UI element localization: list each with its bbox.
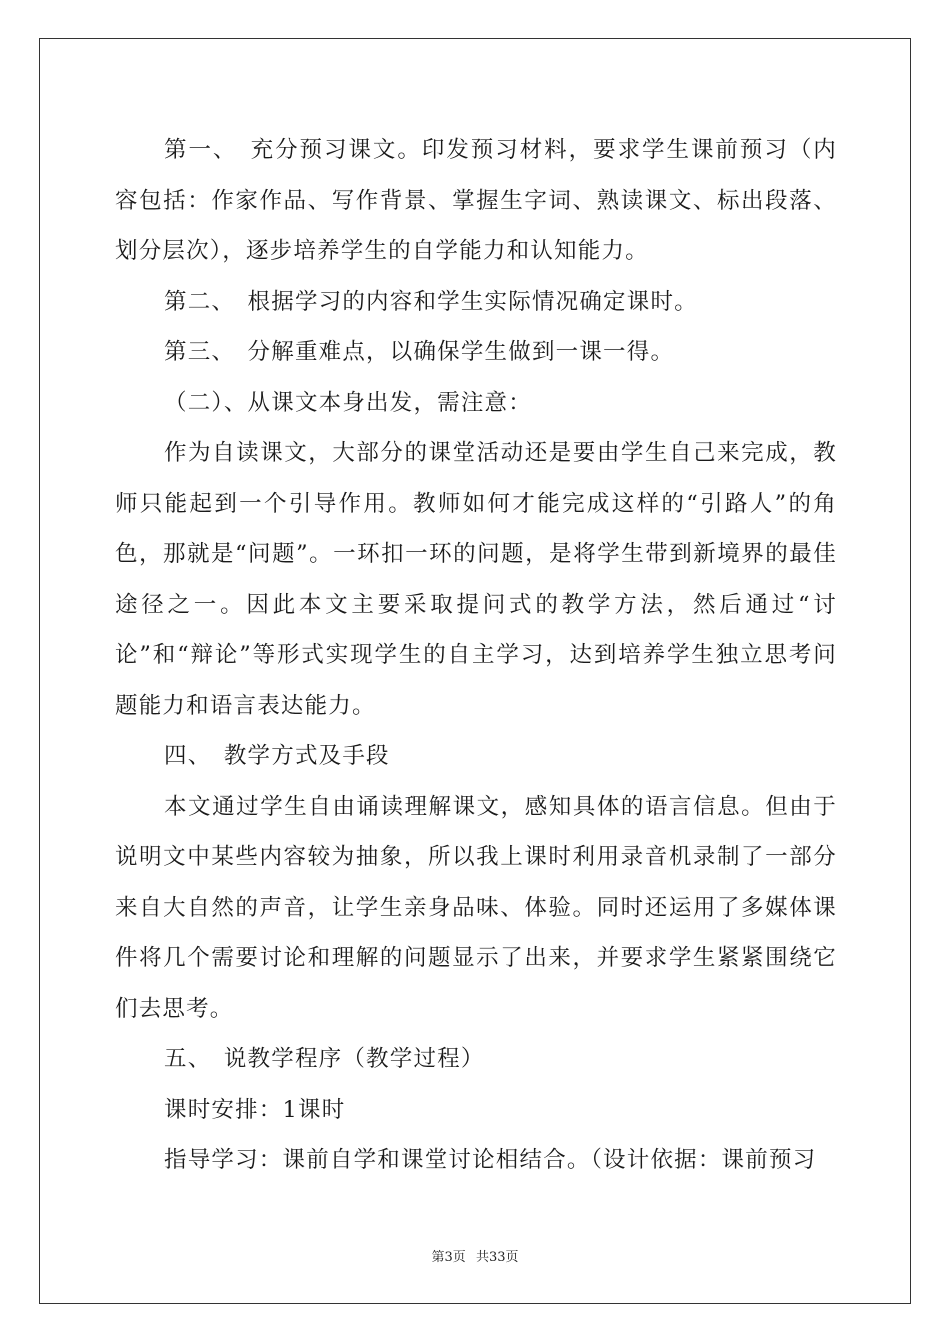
paragraph-preview-step-1: 第一、 充分预习课文。印发预习材料，要求学生课前预习（内容包括：作家作品、写作背景、掌握生字词、熟读课文、标出段落、划分层次），逐步培养学生的自学能力和认知能力。 [115,137,837,264]
page-footer [0,1246,950,1265]
document-body [115,125,837,1186]
paragraph-preview-step-3: 第三、 分解重难点，以确保学生做到一课一得。 [164,339,675,365]
section-heading-2: （二）、从课文本身出发，需注意： [164,389,532,416]
paragraph-self-reading: 作为自读课文，大部分的课堂活动还是要由学生自己来完成，教师只能起到一个引导作用。教师如何才能完成这样的“引路人”的角色，那就是“问题”。一环扣一环的问题，是将学生带到新境界的最佳途径之一。因此本文主要采取提问式的教学方法，然后通过“讨论”和“辩论”等形式实现学生的自主学习，达到培养学生独立思考问题能力和语言表达能力。 [115,440,837,719]
paragraph-preview-step-2: 第二、 根据学习的内容和学生实际情况确定课时。 [164,288,698,315]
paragraph-teaching-methods: 本文通过学生自由诵读理解课文，感知具体的语言信息。但由于说明文中某些内容较为抽象，所以我上课时利用录音机录制了一部分来自大自然的声音，让学生亲身品味、体验。同时还运用了多媒体课件将几个需要讨论和理解的问题显示了出来，并要求学生紧紧围绕它们去思考。 [115,793,837,1022]
paragraph-class-hours: 课时安排：1课时 [164,1096,346,1123]
page-total: 共33页 [475,1250,519,1265]
section-heading-4: 四、 教学方式及手段 [164,743,390,769]
page-number: 第3页 [431,1250,466,1265]
section-heading-5: 五、 说教学程序（教学过程） [164,1046,485,1072]
paragraph-guided-study: 指导学习：课前自学和课堂讨论相结合。（设计依据：课前预习 [164,1147,817,1173]
